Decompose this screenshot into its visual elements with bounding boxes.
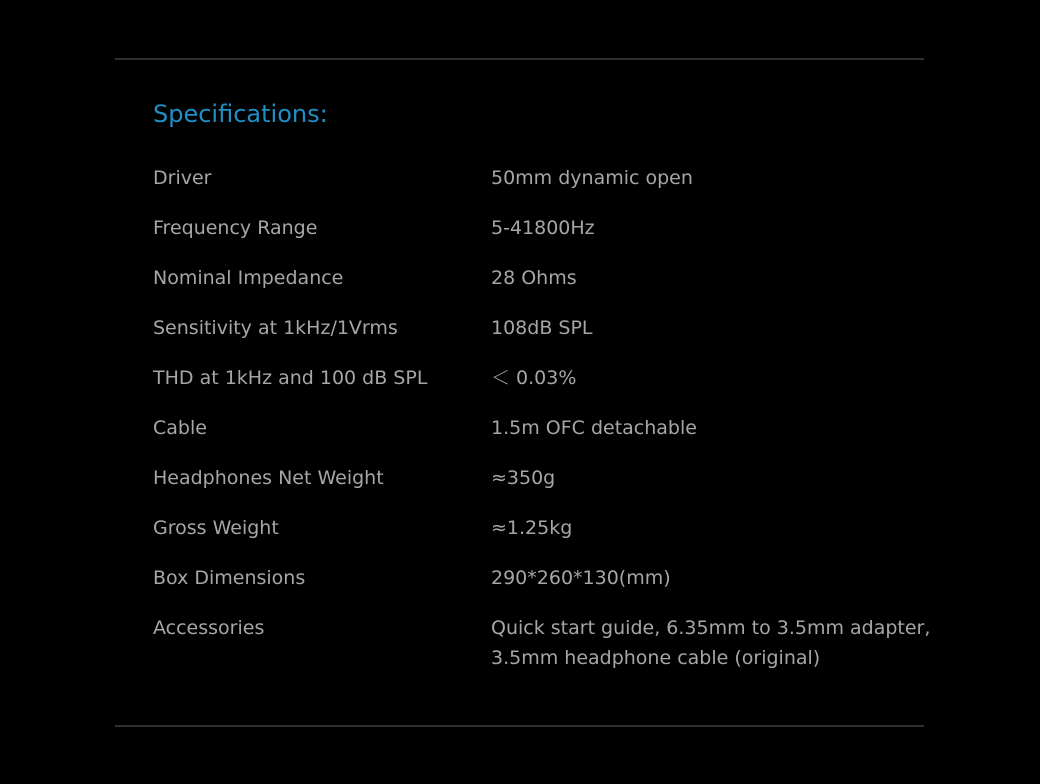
spec-value-line: 3.5mm headphone cable (original) <box>491 647 821 669</box>
spec-label: Gross Weight <box>153 517 279 539</box>
spec-value: ≈350g <box>491 467 556 489</box>
spec-value: ≈1.25kg <box>491 517 573 539</box>
spec-value: 50mm dynamic open <box>491 167 693 189</box>
spec-row-net-weight <box>153 463 933 513</box>
spec-value: ＜ 0.03% <box>491 367 577 389</box>
spec-row-box-dimensions <box>153 563 933 613</box>
spec-value: 108dB SPL <box>491 317 593 339</box>
spec-label: THD at 1kHz and 100 dB SPL <box>153 367 428 389</box>
spec-row-gross-weight <box>153 513 933 563</box>
spec-value: 28 Ohms <box>491 267 577 289</box>
spec-row-frequency-range <box>153 213 933 263</box>
spec-label: Accessories <box>153 617 265 639</box>
spec-label: Cable <box>153 417 207 439</box>
spec-list <box>153 163 933 673</box>
spec-value-line: Quick start guide, 6.35mm to 3.5mm adapter, <box>491 617 931 639</box>
spec-label: Sensitivity at 1kHz/1Vrms <box>153 317 398 339</box>
spec-row-sensitivity <box>153 313 933 363</box>
spec-row-nominal-impedance <box>153 263 933 313</box>
spec-label: Frequency Range <box>153 217 318 239</box>
spec-row-thd <box>153 363 933 413</box>
top-divider <box>115 58 924 60</box>
spec-label: Nominal Impedance <box>153 267 344 289</box>
section-title: Specifications: <box>153 100 328 128</box>
spec-value: 5-41800Hz <box>491 217 595 239</box>
spec-value: 1.5m OFC detachable <box>491 417 697 439</box>
bottom-divider <box>115 725 924 727</box>
spec-row-driver <box>153 163 933 213</box>
spec-row-accessories <box>153 613 933 673</box>
spec-label: Box Dimensions <box>153 567 306 589</box>
spec-value: 290*260*130(mm) <box>491 567 671 589</box>
spec-label: Headphones Net Weight <box>153 467 384 489</box>
spec-label: Driver <box>153 167 212 189</box>
spec-row-cable <box>153 413 933 463</box>
spec-value <box>491 613 933 673</box>
